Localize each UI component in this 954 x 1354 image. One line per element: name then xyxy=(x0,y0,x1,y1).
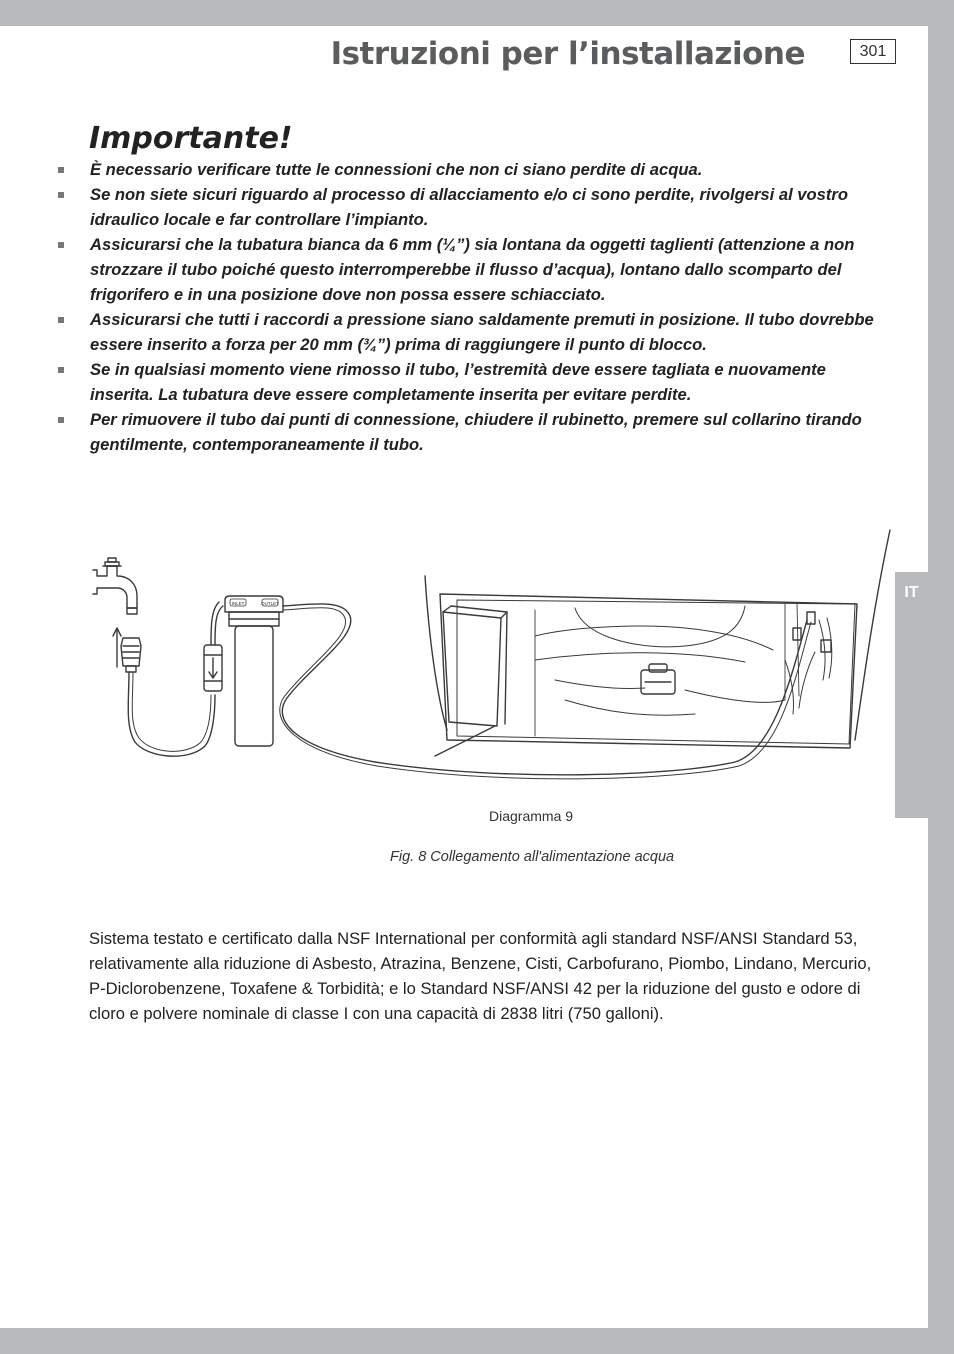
shutoff-valve-illustration xyxy=(204,602,223,691)
faucet-illustration xyxy=(93,558,137,614)
list-item xyxy=(58,407,893,457)
bullet-square-icon xyxy=(58,192,64,198)
water-connection-diagram xyxy=(85,500,895,790)
inlet-tube xyxy=(128,672,215,756)
list-item xyxy=(58,182,893,232)
language-tab xyxy=(895,572,928,818)
list-item xyxy=(58,357,893,407)
water-filter-illustration xyxy=(225,596,283,746)
bullet-square-icon xyxy=(58,367,64,373)
inlet-tube-inner xyxy=(132,672,211,751)
bullet-text: Per rimuovere il tubo dai punti di connessione, chiudere il rubinetto, premere sul collarino tirando gentilmente, contemporaneamente il tubo. xyxy=(90,410,862,454)
language-tab-label: IT xyxy=(904,584,919,601)
bullet-text: È necessario verificare tutte le connessioni che non ci siano perdite di acqua. xyxy=(90,160,703,179)
page-number: 301 xyxy=(850,39,896,64)
document-page xyxy=(0,26,928,1328)
filter-inlet-label: INLET xyxy=(231,601,245,606)
diagram-label: Diagramma 9 xyxy=(489,808,574,824)
bullet-square-icon xyxy=(58,242,64,248)
page-title: Istruzioni per l’installazione xyxy=(330,36,805,72)
bullet-square-icon xyxy=(58,417,64,423)
list-item xyxy=(58,232,893,307)
flow-arrow-icon xyxy=(113,628,121,667)
certification-paragraph: Sistema testato e certificato dalla NSF International per conformità agli standard NSF/ANSI Standard 53, relativamente alla riduzione di Asbesto, Atrazina, Benzene, Cisti, Carbofurano, Piombo, Lindano, Mercurio, P-Diclorobenzene, Toxafene & Torbidità; e lo Standard NSF/ANSI 42 per la riduzione del gusto e odore di cloro e polvere nominale di classe I con una capacità di 2838 litri (750 galloni). xyxy=(89,929,872,1023)
filter-outlet-label: OUTLET xyxy=(261,601,279,606)
important-heading: Importante! xyxy=(89,121,293,156)
bullet-text: Se in qualsiasi momento viene rimosso il tubo, l’estremità deve essere tagliata e nuovamente inserita. La tubatura deve essere completamente inserita per evitare perdite. xyxy=(90,360,826,404)
bullet-text: Se non siete sicuri riguardo al processo di allacciamento e/o ci sono perdite, rivolgersi al vostro idraulico locale e far controllare l’impianto. xyxy=(90,185,849,229)
outlet-tube xyxy=(282,604,807,775)
hose-connector-illustration xyxy=(121,638,141,672)
refrigerator-base-illustration xyxy=(425,530,890,756)
important-bullet-list xyxy=(58,157,893,457)
bullet-square-icon xyxy=(58,167,64,173)
list-item xyxy=(58,307,893,357)
figure-caption: Fig. 8 Collegamento all'alimentazione acqua xyxy=(390,849,675,865)
bullet-text: Assicurarsi che tutti i raccordi a pressione siano saldamente premuti in posizione. Il tubo dovrebbe essere inserito a forza per 20 mm (¾”) prima di raggiungere il punto di blocco. xyxy=(90,310,874,354)
bullet-square-icon xyxy=(58,317,64,323)
list-item xyxy=(58,157,893,182)
bullet-text: Assicurarsi che la tubatura bianca da 6 mm (¼”) sia lontana da oggetti taglienti (attenzione a non strozzare il tubo poiché questo interromperebbe il flusso d’acqua), lontano dallo scomparto del frigorifero e in una posizione dove non possa essere schiacciato. xyxy=(90,235,855,304)
